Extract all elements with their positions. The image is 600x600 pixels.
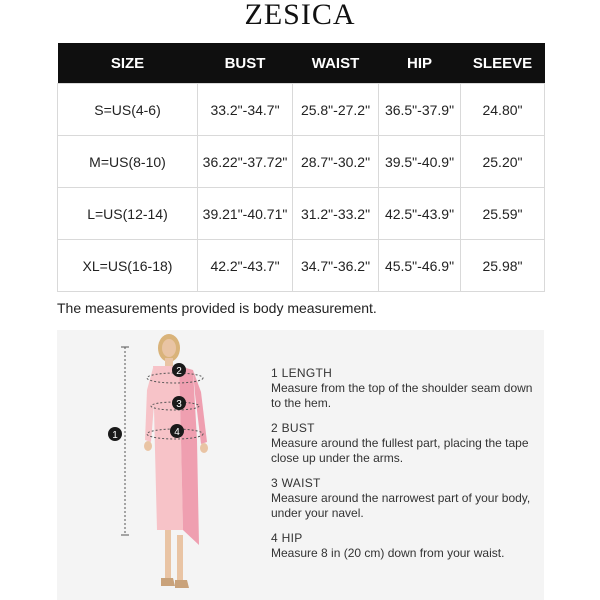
- bust-cell: 39.21"-40.71": [198, 188, 293, 240]
- header-bust: BUST: [198, 43, 293, 84]
- sleeve-cell: 25.59": [461, 188, 545, 240]
- bust-cell: 36.22"-37.72": [198, 136, 293, 188]
- waist-cell: 31.2"-33.2": [293, 188, 379, 240]
- header-waist: WAIST: [293, 43, 379, 84]
- marker-3: [172, 396, 186, 410]
- guide-title: 1 LENGTH: [271, 366, 333, 380]
- table-row: [58, 188, 545, 240]
- marker-4: [170, 424, 184, 438]
- svg-text:1: 1: [112, 430, 118, 441]
- header-size: SIZE: [58, 43, 198, 84]
- bust-cell: 33.2"-34.7": [198, 84, 293, 136]
- header-sleeve: SLEEVE: [461, 43, 545, 84]
- bust-cell: 42.2"-43.7": [198, 240, 293, 292]
- size-cell: S=US(4-6): [58, 84, 198, 136]
- guide-title: 3 WAIST: [271, 476, 321, 490]
- guide-item-hip: [271, 531, 541, 561]
- guide-desc: Measure 8 in (20 cm) down from your waist.: [271, 546, 505, 560]
- guide-desc: Measure around the fullest part, placing the tape close up under the arms.: [271, 436, 529, 465]
- hip-cell: 45.5"-46.9": [379, 240, 461, 292]
- table-row: [58, 136, 545, 188]
- waist-cell: 28.7"-30.2": [293, 136, 379, 188]
- sleeve-cell: 25.98": [461, 240, 545, 292]
- svg-text:3: 3: [176, 399, 182, 410]
- hip-cell: 39.5"-40.9": [379, 136, 461, 188]
- brand-logo: ZESICA: [244, 0, 356, 31]
- sleeve-cell: 24.80": [461, 84, 545, 136]
- table-row: [58, 84, 545, 136]
- guide-item-waist: [271, 476, 541, 521]
- svg-text:4: 4: [174, 427, 180, 438]
- size-chart-table: [57, 43, 545, 292]
- size-cell: XL=US(16-18): [58, 240, 198, 292]
- table-header-row: [58, 43, 545, 84]
- guide-desc: Measure around the narrowest part of your body, under your navel.: [271, 491, 531, 520]
- marker-2: [172, 363, 186, 377]
- measurement-instructions: [271, 366, 541, 571]
- size-cell: M=US(8-10): [58, 136, 198, 188]
- table-row: [58, 240, 545, 292]
- header-hip: HIP: [379, 43, 461, 84]
- waist-cell: 25.8"-27.2": [293, 84, 379, 136]
- size-cell: L=US(12-14): [58, 188, 198, 240]
- dress-light-panel: [153, 366, 183, 530]
- waist-cell: 34.7"-36.2": [293, 240, 379, 292]
- guide-title: 4 HIP: [271, 531, 303, 545]
- svg-text:2: 2: [176, 366, 182, 377]
- sleeve-cell: 25.20": [461, 136, 545, 188]
- hip-cell: 42.5"-43.9": [379, 188, 461, 240]
- guide-desc: Measure from the top of the shoulder seam down to the hem.: [271, 381, 533, 410]
- hip-cell: 36.5"-37.9": [379, 84, 461, 136]
- model-figure: [57, 330, 257, 600]
- guide-item-bust: [271, 421, 541, 466]
- guide-item-length: [271, 366, 541, 411]
- measurement-note: The measurements provided is body measurement.: [57, 300, 377, 316]
- marker-1: [108, 427, 122, 441]
- measurement-guide-panel: [57, 330, 544, 600]
- guide-title: 2 BUST: [271, 421, 315, 435]
